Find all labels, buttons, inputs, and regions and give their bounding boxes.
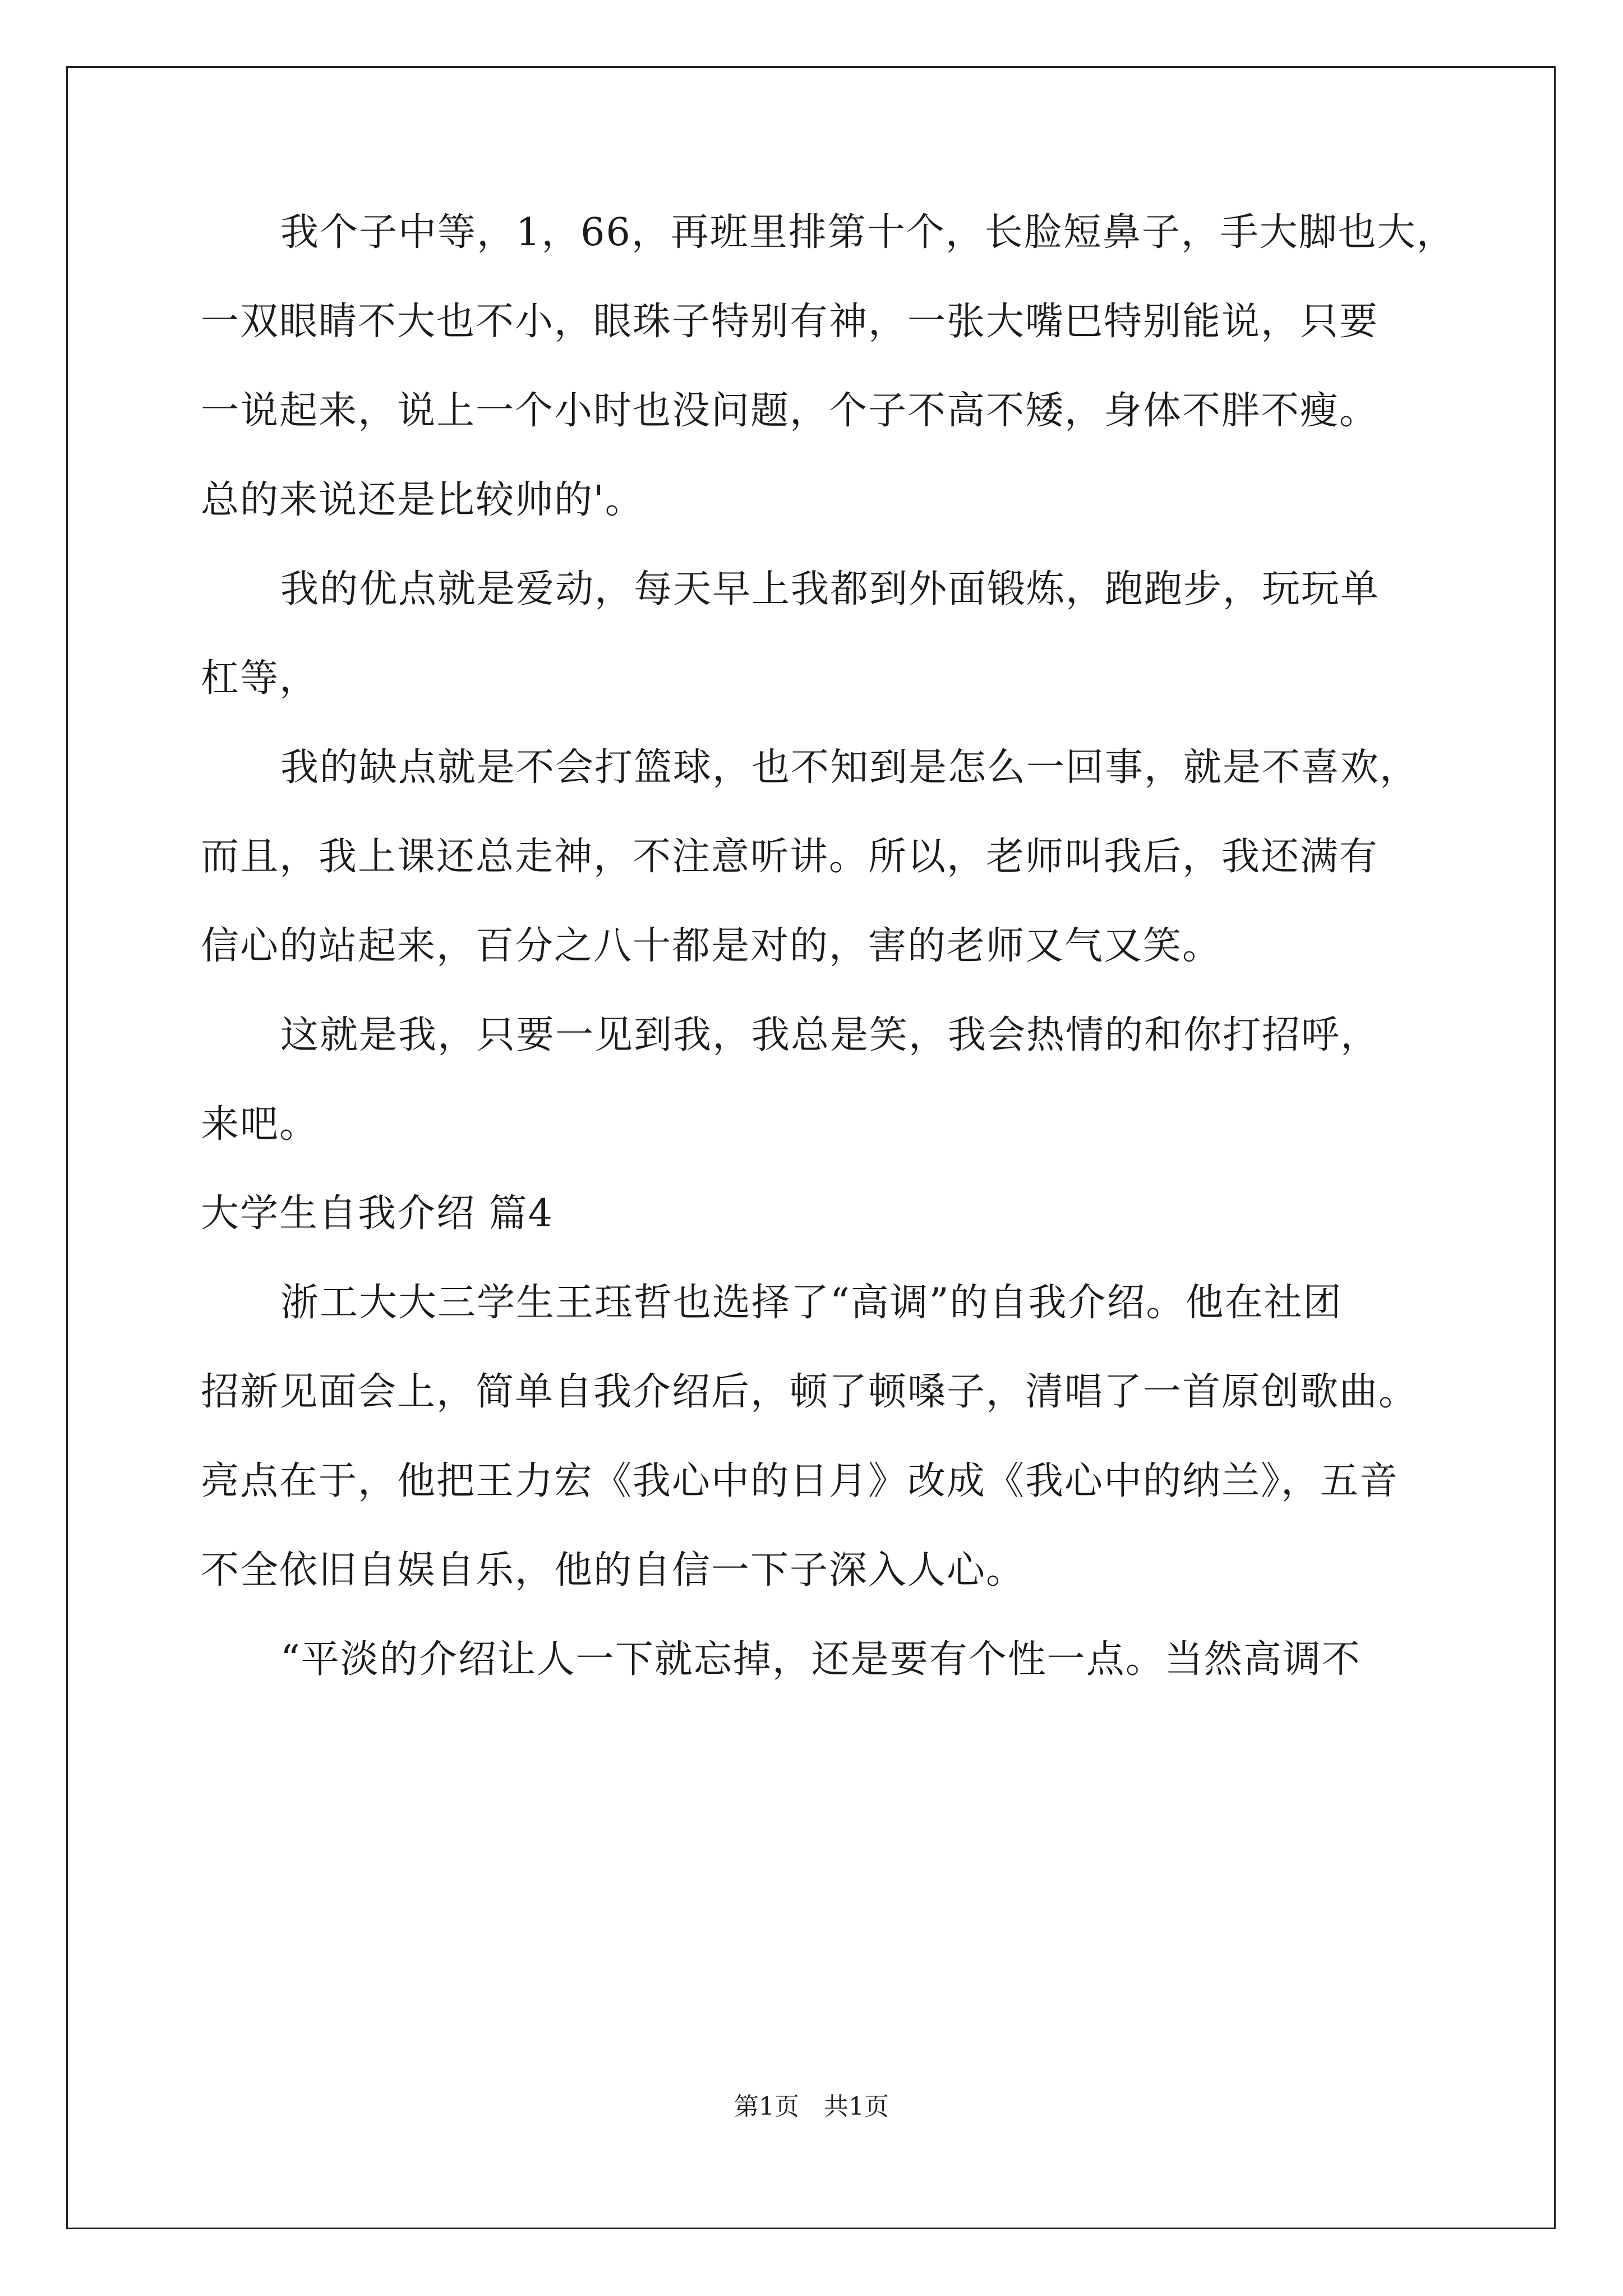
text-line: 一说起来，说上一个小时也没问题，个子不高不矮，身体不胖不瘦。 bbox=[201, 389, 1379, 433]
text-line: 亮点在于，他把王力宏《我心中的日月》改成《我心中的纳兰》，五音 bbox=[201, 1459, 1399, 1503]
text-line: 这就是我，只要一见到我，我总是笑，我会热情的和你打招呼， bbox=[280, 1013, 1380, 1057]
text-line: 招新见面会上，简单自我介绍后，顿了顿嗓子，清唱了一首原创歌曲。 bbox=[201, 1370, 1418, 1414]
text-line: 我的优点就是爱动，每天早上我都到外面锻炼，跑跑步，玩玩单 bbox=[280, 567, 1380, 611]
text-line: “平淡的介绍让人一下就忘掉，还是要有个性一点。当然高调不 bbox=[280, 1637, 1361, 1682]
text-line: 不全依旧自娱自乐，他的自信一下子深入人心。 bbox=[201, 1548, 1026, 1593]
section-heading: 大学生自我介绍 篇4 bbox=[201, 1191, 554, 1236]
text-line: 我个子中等，1，66，再班里排第十个，长脸短鼻子，手大脚也大， bbox=[280, 210, 1456, 255]
text-line: 一双眼睛不大也不小，眼珠子特别有神，一张大嘴巴特别能说，只要 bbox=[201, 300, 1379, 344]
text-line: 而且，我上课还总走神，不注意听讲。所以，老师叫我后，我还满有 bbox=[201, 835, 1379, 879]
text-line: 杠等， bbox=[201, 656, 319, 701]
page-footer: 第1页 共1页 bbox=[734, 2092, 889, 2121]
text-line: 来吧。 bbox=[201, 1102, 319, 1147]
text-line: 总的来说还是比较帅的'。 bbox=[201, 478, 644, 522]
text-line: 信心的站起来，百分之八十都是对的，害的老师又气又笑。 bbox=[201, 924, 1222, 968]
text-line: 我的缺点就是不会打篮球，也不知到是怎么一回事，就是不喜欢， bbox=[280, 746, 1419, 790]
text-line: 浙工大大三学生王珏哲也选择了“高调”的自我介绍。他在社团 bbox=[280, 1281, 1343, 1325]
